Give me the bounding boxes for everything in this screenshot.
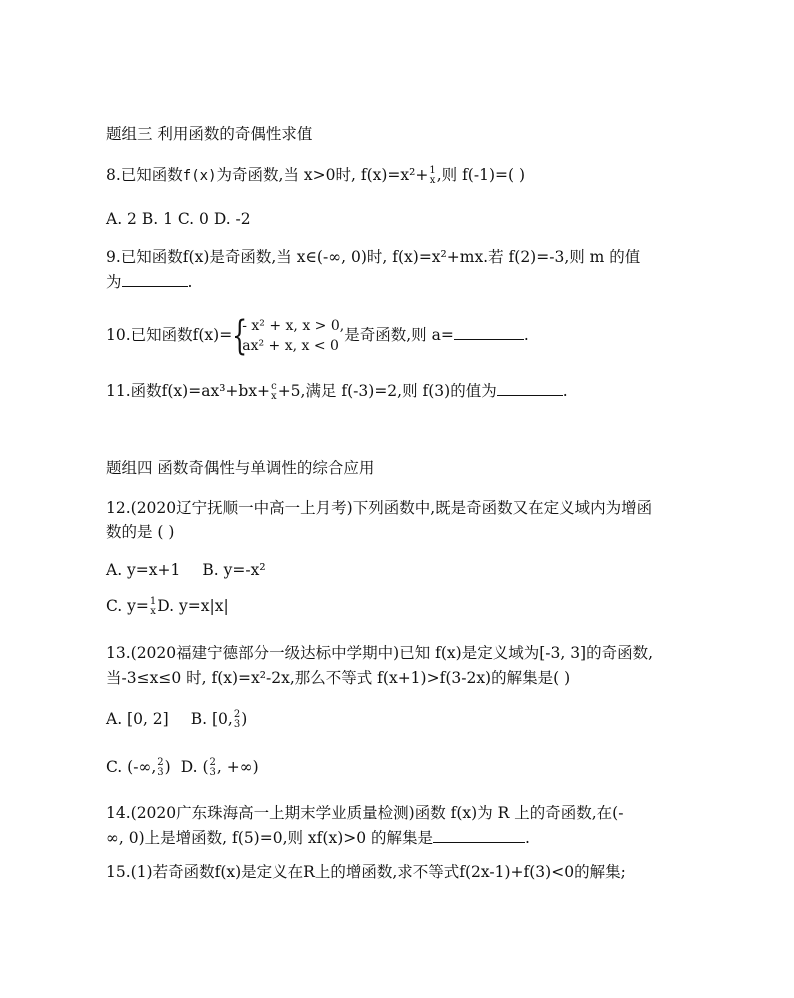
q12-optc-num: 1 [149,596,157,607]
q13-option-b-fraction [234,710,240,730]
q13-line2: 当-3≤x≤0 时, f(x)=x²-2x,那么不等式 f(x+1)>f(3-2x)的解集是( ) [106,669,571,687]
question-14-line2 [106,828,530,848]
q10-answer-blank[interactable] [454,325,524,340]
question-13-line2 [106,668,570,688]
q13-option-b-prefix: B. [0, [190,710,233,728]
q11-frac-num: c [271,381,277,392]
question-9 [106,247,640,267]
q9-line1: 9.已知函数f(x)是奇函数,当 x∈(-∞, 0)时, f(x)=x²+mx.若 f(2)=-3,则 m 的值 [106,248,641,266]
q9-period: . [187,273,193,291]
q8-options-text: A. 2 B. 1 C. 0 D. -2 [106,210,251,228]
q13-optd-den: 3 [209,767,216,778]
question-14 [106,803,623,823]
q13-optb-den: 3 [233,719,241,730]
q14-answer-blank[interactable] [433,828,525,843]
q13-optc-num: 2 [157,757,164,768]
q12-options-row2 [106,596,229,617]
q9-answer-blank[interactable] [122,272,188,287]
q13-line1: 13.(2020福建宁德部分一级达标中学期中)已知 f(x)是定义域为[-3, 3]的奇函数, [106,644,654,662]
q8-fx: f(x) [182,168,217,184]
q12-option-d: D. y=x|x| [157,597,229,615]
group3-title: 题组三 利用函数的奇偶性求值 [106,125,313,143]
question-9-line2 [106,272,192,292]
q14-line1: 14.(2020广东珠海高一上期末学业质量检测)函数 f(x)为 R 上的奇函数,在(- [106,804,624,822]
q8-fraction [429,166,435,186]
q13-option-a: A. [0, 2] [106,710,169,728]
q13-option-c-suffix: ) [164,758,171,776]
question-13 [106,643,653,663]
group4-title: 题组四 函数奇偶性与单调性的综合应用 [106,459,375,477]
q13-optb-num: 2 [233,709,241,720]
q12-option-a: A. y=x+1 [106,561,181,579]
q13-option-d-fraction [210,758,216,778]
q11-fraction [271,382,277,402]
q8-mid: 为奇函数,当 x>0时, [216,166,356,184]
q8-frac-den: x [429,175,436,186]
q10-prefix: 10.已知函数f(x)= [106,326,233,344]
q13-options-row2 [106,757,259,778]
q12-option-b: B. y=-x² [202,561,266,579]
q11-suffix: +5,满足 f(-3)=2,则 f(3)的值为 [277,382,497,400]
question-11 [106,381,568,402]
q13-option-b-suffix: ) [241,710,248,728]
q12-option-c-prefix: C. y= [106,597,149,615]
q12-option-c-fraction [150,597,156,617]
q15-line1: 15.(1)若奇函数f(x)是定义在R上的增函数,求不等式f(2x-1)+f(3)<0的解集; [106,863,626,881]
q11-frac-den: x [271,391,277,402]
q8-options [106,209,251,229]
q12-line1: 12.(2020辽宁抚顺一中高一上月考)下列函数中,既是奇函数又在定义域内为增函 [106,499,653,517]
question-12 [106,498,652,518]
question-10 [106,313,529,359]
q13-option-c-fraction [157,758,163,778]
question-15 [106,862,626,882]
q10-brace-icon: { [232,313,248,359]
q10-suffix: 是奇函数,则 a= [344,326,454,344]
q12-options-row1 [106,560,266,580]
group4-heading [106,458,374,478]
q13-options-row1 [106,709,247,730]
q13-optc-den: 3 [157,767,164,778]
q13-option-d-suffix: , +∞) [216,758,259,776]
question-8 [106,165,525,186]
q10-period: . [523,326,529,344]
q10-case1: - x² + x, x > 0, [242,318,345,334]
q12-line2: 数的是 ( ) [106,523,175,541]
q11-period: . [562,382,568,400]
q13-option-d-prefix: D. ( [180,758,209,776]
question-12-line2 [106,522,174,542]
q14-line2-prefix: ∞, 0)上是增函数, f(5)=0,则 xf(x)>0 的解集是 [106,829,434,847]
group3-heading [106,124,312,144]
q10-case2: ax² + x, x < 0 [242,338,339,354]
q11-answer-blank[interactable] [497,381,563,396]
q8-expr: f(x)=x²+ [360,166,429,184]
q14-period: . [525,829,530,847]
q12-optc-den: x [150,606,156,617]
q9-line2-prefix: 为 [106,273,122,291]
q8-suffix: ,则 f(-1)=( ) [436,166,526,184]
q13-optd-num: 2 [209,757,216,768]
q13-option-c-prefix: C. (-∞, [106,758,157,776]
q8-frac-num: 1 [429,165,436,176]
q8-prefix: 8.已知函数 [106,166,183,184]
q11-prefix: 11.函数f(x)=ax³+bx+ [106,382,271,400]
q10-piecewise [232,313,345,359]
